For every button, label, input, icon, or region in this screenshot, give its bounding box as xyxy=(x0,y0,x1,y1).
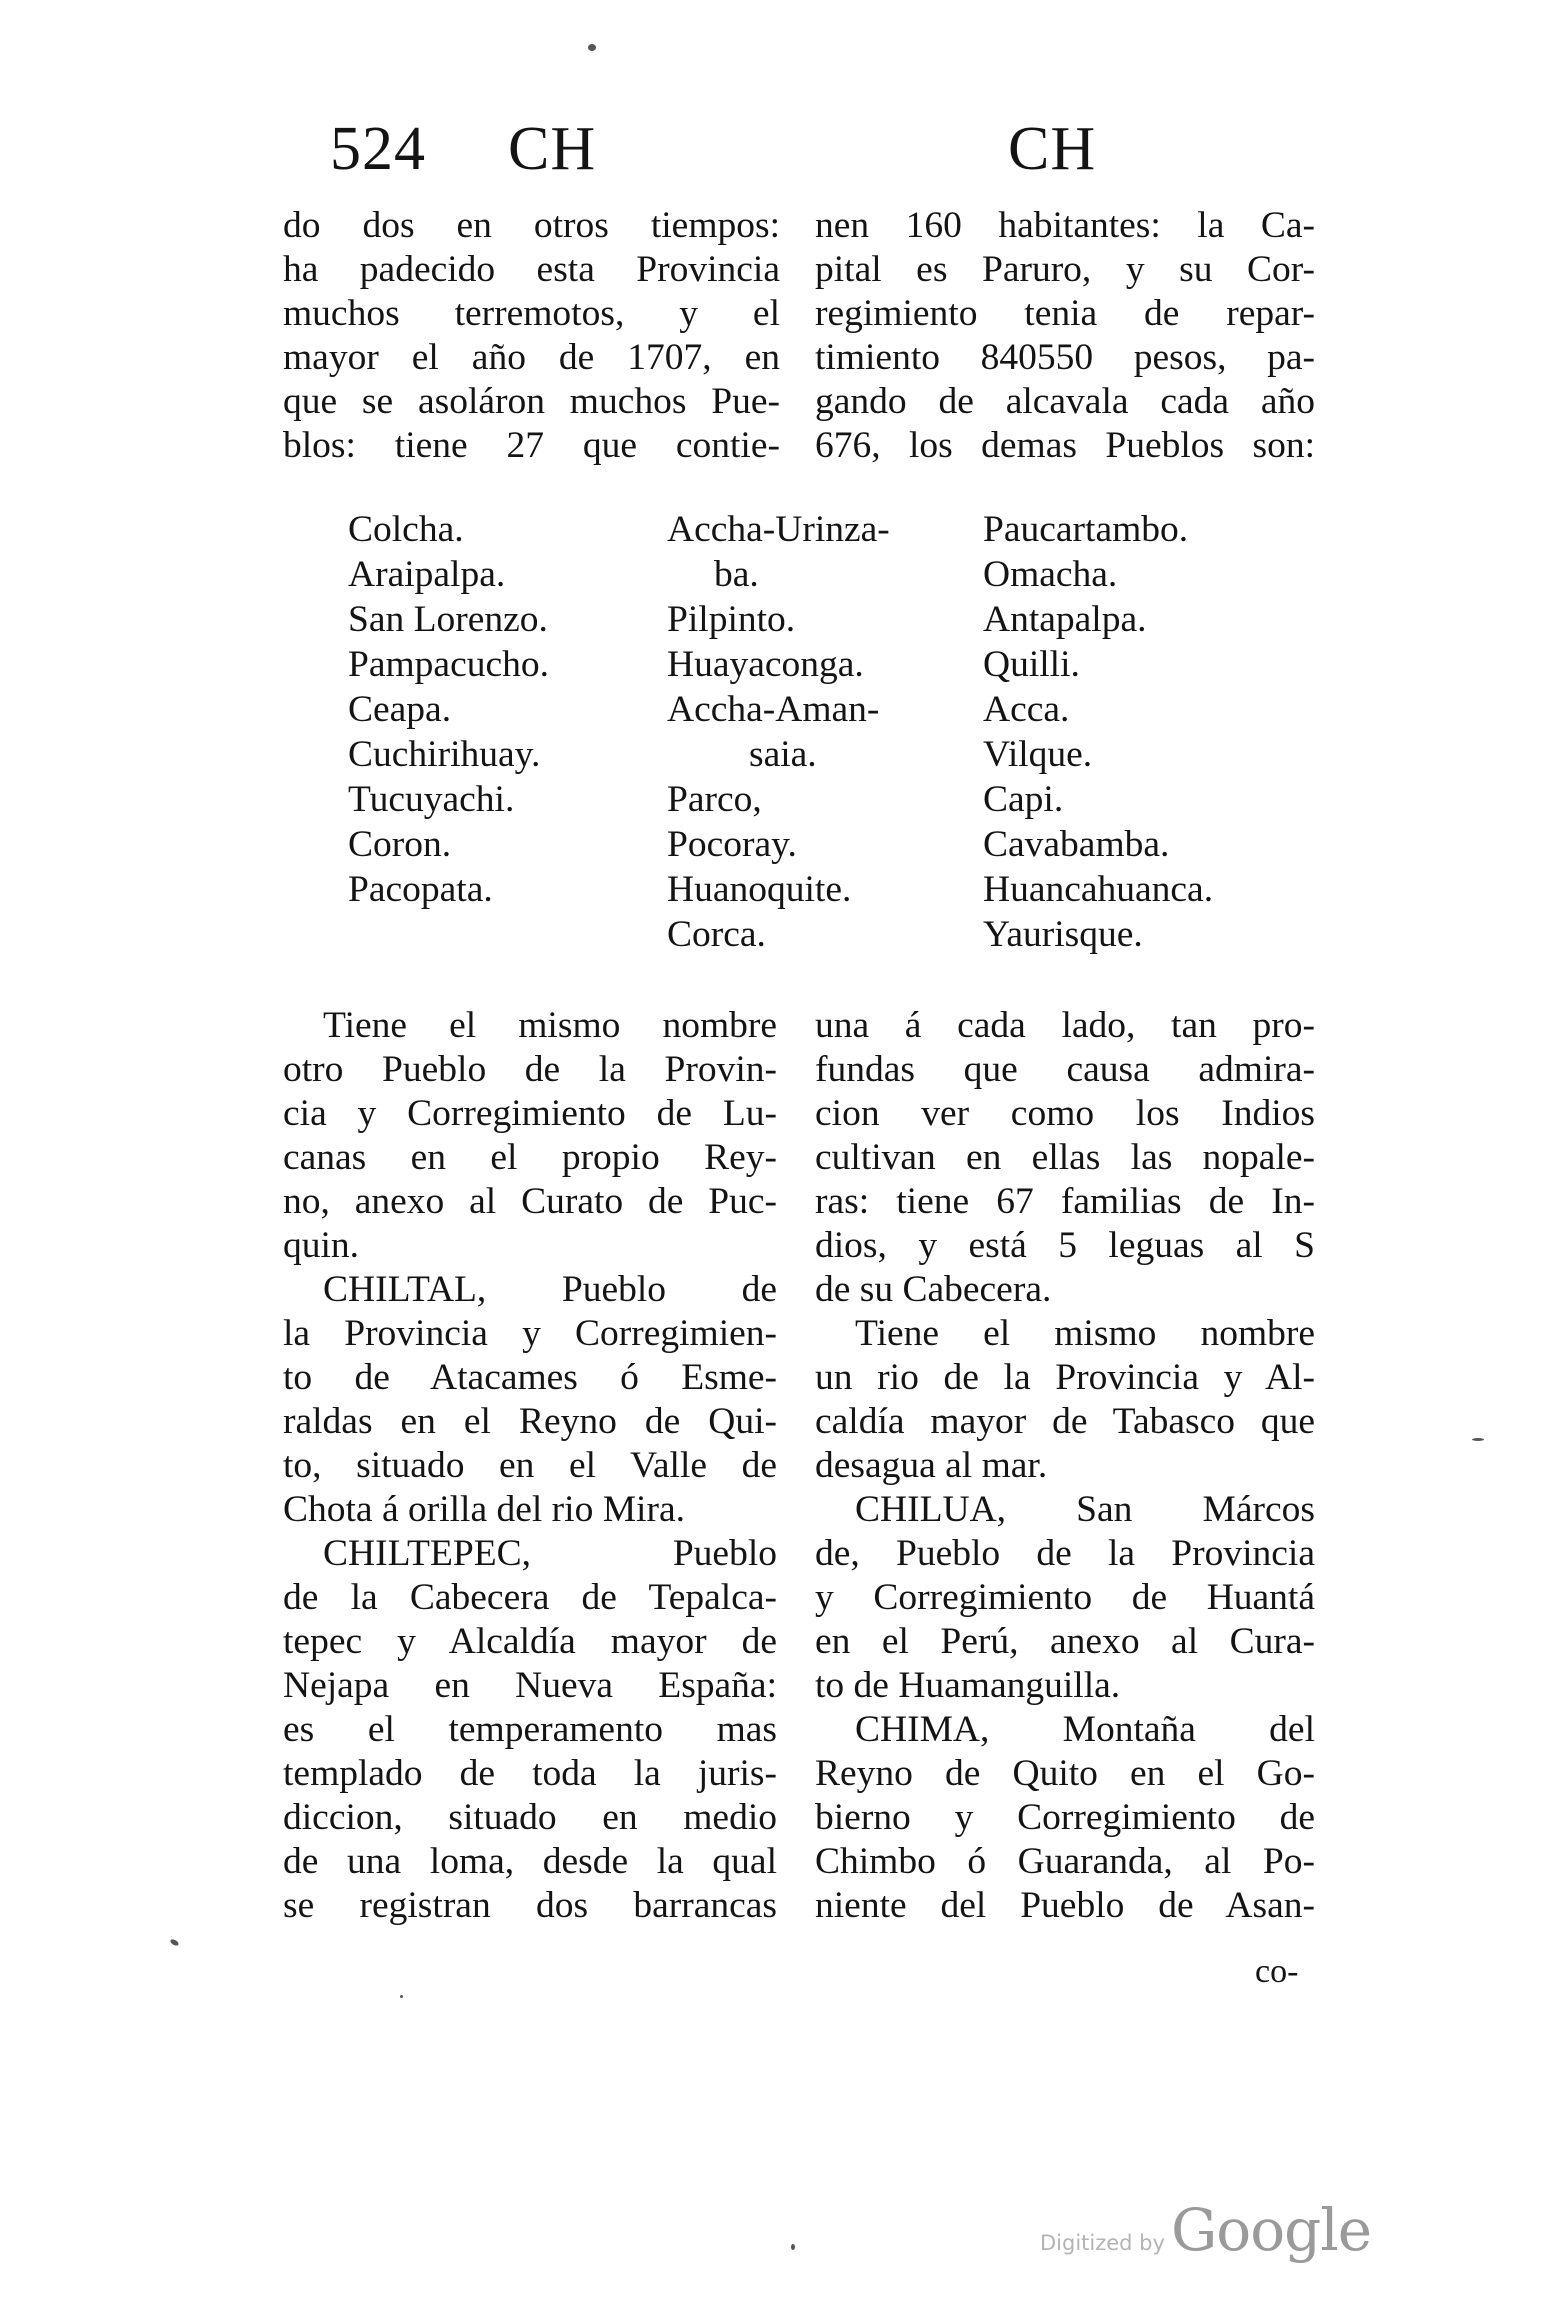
intro-right-column xyxy=(815,204,1315,468)
pueblos-list-column-3 xyxy=(983,507,1313,957)
text-line: fundas que causa admira- xyxy=(815,1049,1315,1090)
text-line: Tiene el mismo nombre xyxy=(323,1005,777,1046)
pueblo-name: Cavabamba. xyxy=(983,824,1170,865)
pueblo-name: Accha-Aman- xyxy=(667,689,880,730)
pueblo-name: Parco, xyxy=(667,779,762,820)
ink-speck xyxy=(791,2244,795,2250)
pueblo-name: Paucartambo. xyxy=(983,509,1189,550)
ink-speck xyxy=(169,1938,179,1947)
pueblo-name: Omacha. xyxy=(983,554,1118,595)
pueblo-name: Vilque. xyxy=(983,734,1093,775)
pueblo-name: saia. xyxy=(749,734,817,775)
text-line: blos: tiene 27 que contie- xyxy=(283,425,780,466)
text-line: y Corregimiento de Huantá xyxy=(815,1577,1315,1618)
text-line: se registran dos barrancas xyxy=(283,1885,777,1926)
pueblo-name: Huayaconga. xyxy=(667,644,864,685)
text-line: bierno y Corregimiento de xyxy=(815,1797,1315,1838)
entry-heading-chiltepec: CHILTEPEC, Pueblo xyxy=(323,1533,777,1574)
text-line: la Provincia y Corregimien- xyxy=(283,1313,777,1354)
text-line: de, Pueblo de la Provincia xyxy=(815,1533,1315,1574)
google-logo-text: Google xyxy=(1170,2196,1372,2264)
pueblo-name: Tucuyachi. xyxy=(348,779,515,820)
text-line: to de Atacames ó Esme- xyxy=(283,1357,777,1398)
watermark-prefix: Digitized by xyxy=(1040,2231,1165,2255)
ink-speck xyxy=(1472,1438,1484,1441)
pueblos-list-column-2 xyxy=(667,507,967,957)
text-line: cultivan en ellas las nopale- xyxy=(815,1137,1315,1178)
text-line: nen 160 habitantes: la Ca- xyxy=(815,205,1315,246)
text-line: muchos terremotos, y el xyxy=(283,293,780,334)
text-line: ras: tiene 67 familias de In- xyxy=(815,1181,1315,1222)
text-line: en el Perú, anexo al Cura- xyxy=(815,1621,1315,1662)
text-line: mayor el año de 1707, en xyxy=(283,337,780,378)
pueblo-name: Araipalpa. xyxy=(348,554,506,595)
pueblo-name: Huancahuanca. xyxy=(983,869,1214,910)
text-line: otro Pueblo de la Provin- xyxy=(283,1049,777,1090)
text-line: dios, y está 5 leguas al S xyxy=(815,1225,1315,1266)
pueblo-name: ba. xyxy=(714,554,759,595)
text-line: de su Cabecera. xyxy=(815,1269,1052,1310)
text-line: Nejapa en Nueva España: xyxy=(283,1665,777,1706)
text-line: ha padecido esta Provincia xyxy=(283,249,780,290)
text-line: de una loma, desde la qual xyxy=(283,1841,777,1882)
pueblo-name: San Lorenzo. xyxy=(348,599,548,640)
text-line: regimiento tenia de repar- xyxy=(815,293,1315,334)
pueblo-name: Antapalpa. xyxy=(983,599,1147,640)
pueblos-list-column-1 xyxy=(348,507,648,912)
intro-left-column xyxy=(283,204,780,468)
page-number: 524 xyxy=(330,115,426,183)
text-line: templado de toda la juris- xyxy=(283,1753,777,1794)
pueblo-name: Corca. xyxy=(667,914,766,955)
text-line: do dos en otros tiempos: xyxy=(283,205,780,246)
pueblo-name: Huanoquite. xyxy=(667,869,852,910)
pueblo-name: Coron. xyxy=(348,824,452,865)
pueblo-name: Pocoray. xyxy=(667,824,797,865)
pueblo-name: Quilli. xyxy=(983,644,1080,685)
text-line: que se asoláron muchos Pue- xyxy=(283,381,780,422)
body-left-column xyxy=(283,1004,777,1928)
pueblo-name: Pilpinto. xyxy=(667,599,796,640)
pueblo-name: Accha-Urinza- xyxy=(667,509,890,550)
text-line: to, situado en el Valle de xyxy=(283,1445,777,1486)
pueblo-name: Cuchirihuay. xyxy=(348,734,541,775)
text-line: cion ver como los Indios xyxy=(815,1093,1315,1134)
text-line: un rio de la Provincia y Al- xyxy=(815,1357,1315,1398)
pueblo-name: Colcha. xyxy=(348,509,464,550)
text-line: de la Cabecera de Tepalca- xyxy=(283,1577,777,1618)
text-line: Chota á orilla del rio Mira. xyxy=(283,1489,685,1530)
running-head-right: CH xyxy=(1008,115,1097,183)
text-line: Reyno de Quito en el Go- xyxy=(815,1753,1315,1794)
ink-speck xyxy=(400,1995,403,1998)
pueblo-name: Yaurisque. xyxy=(983,914,1143,955)
text-line: no, anexo al Curato de Puc- xyxy=(283,1181,777,1222)
pueblo-name: Acca. xyxy=(983,689,1070,730)
text-line: cia y Corregimiento de Lu- xyxy=(283,1093,777,1134)
entry-heading-chilua: CHILUA, San Márcos xyxy=(855,1489,1315,1530)
text-line: una á cada lado, tan pro- xyxy=(815,1005,1315,1046)
ink-speck xyxy=(588,44,596,51)
pueblo-name: Capi. xyxy=(983,779,1064,820)
google-watermark xyxy=(1040,2196,1371,2264)
text-line: caldía mayor de Tabasco que xyxy=(815,1401,1315,1442)
text-line: desagua al mar. xyxy=(815,1445,1048,1486)
text-line: diccion, situado en medio xyxy=(283,1797,777,1838)
text-line: tepec y Alcaldía mayor de xyxy=(283,1621,777,1662)
text-line: quin. xyxy=(283,1225,360,1266)
text-line: timiento 840550 pesos, pa- xyxy=(815,337,1315,378)
entry-heading-chiltal: CHILTAL, Pueblo de xyxy=(323,1269,777,1310)
entry-heading-chima: CHIMA, Montaña del xyxy=(855,1709,1315,1750)
text-line: to de Huamanguilla. xyxy=(815,1665,1121,1706)
text-line: raldas en el Reyno de Qui- xyxy=(283,1401,777,1442)
body-right-column xyxy=(815,1004,1315,1928)
text-line: Tiene el mismo nombre xyxy=(855,1313,1315,1354)
text-line: canas en el propio Rey- xyxy=(283,1137,777,1178)
text-line: Chimbo ó Guaranda, al Po- xyxy=(815,1841,1315,1882)
text-line: 676, los demas Pueblos son: xyxy=(815,425,1315,466)
pueblo-name: Ceapa. xyxy=(348,689,452,730)
text-line: gando de alcavala cada año xyxy=(815,381,1315,422)
pueblo-name: Pampacucho. xyxy=(348,644,549,685)
text-line: es el temperamento mas xyxy=(283,1709,777,1750)
pueblo-name: Pacopata. xyxy=(348,869,493,910)
text-line: niente del Pueblo de Asan- xyxy=(815,1885,1315,1926)
text-line: pital es Paruro, y su Cor- xyxy=(815,249,1315,290)
catchword: co- xyxy=(1255,1953,1299,1990)
running-head-left: CH xyxy=(508,115,597,183)
